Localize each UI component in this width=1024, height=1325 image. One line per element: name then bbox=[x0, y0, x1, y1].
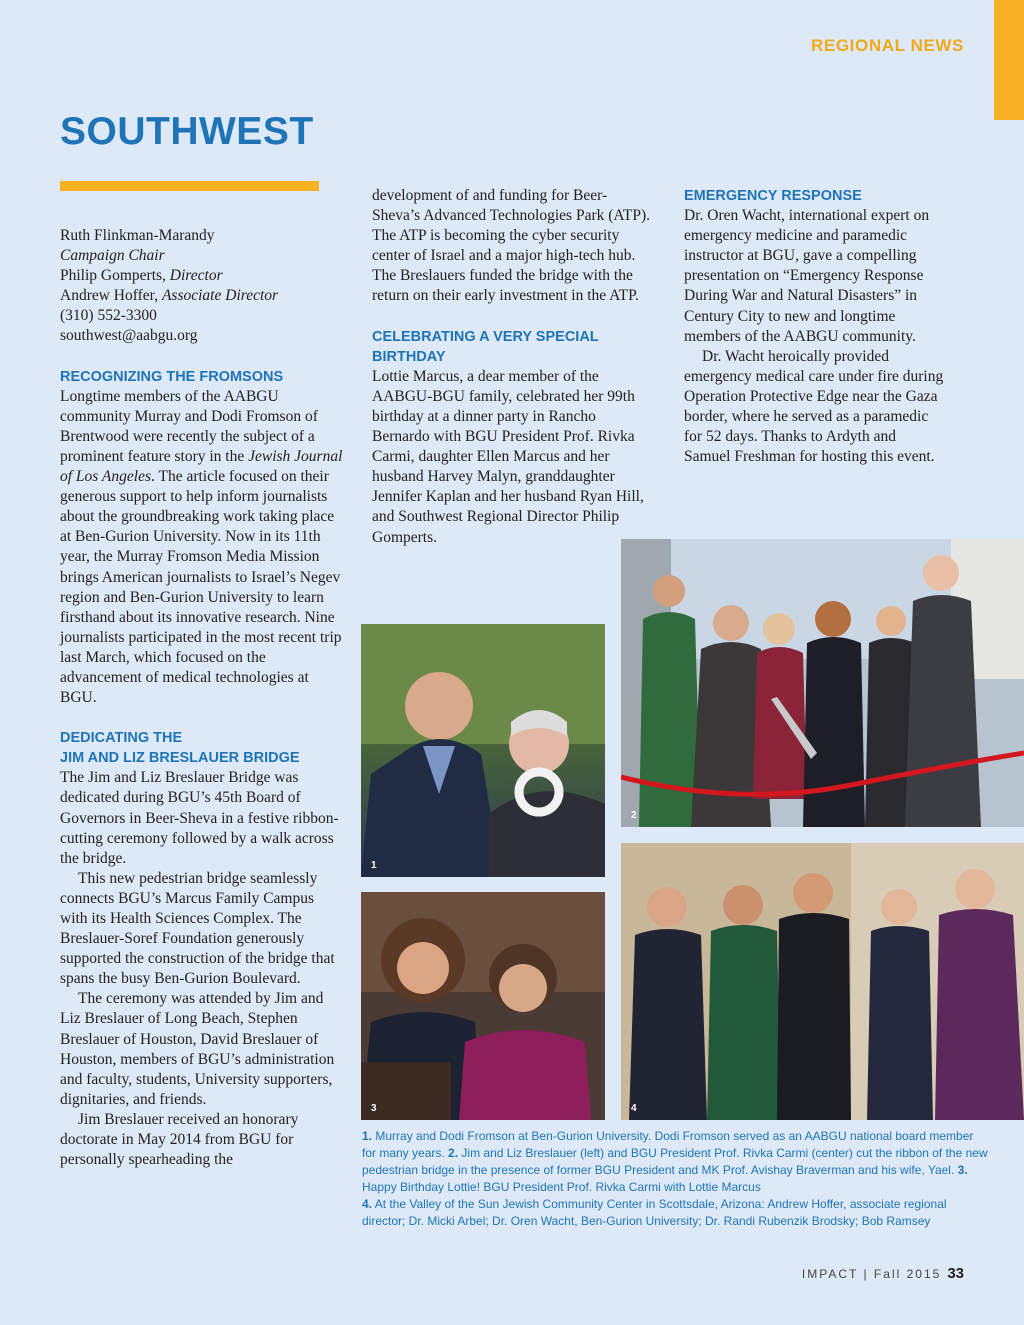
emergency-paragraph: Dr. Wacht heroically provided emergency medical care under fire during Operation Protective Edge near the Gaza border, where he served as a paramedic for 52 days. Thanks to Ardyth and Samuel Freshman for hosting this event. bbox=[684, 347, 944, 466]
contact-phone: (310) 552-3300 bbox=[60, 307, 157, 325]
column-3 bbox=[684, 186, 946, 467]
publication-name: IMPACT | Fall 2015 bbox=[801, 1267, 942, 1281]
photo-number: 2 bbox=[631, 810, 637, 821]
page-title: SOUTHWEST bbox=[60, 110, 314, 153]
caption: Happy Birthday Lottie! BGU President Prof. Rivka Carmi with Lottie Marcus bbox=[362, 1180, 761, 1194]
emergency-paragraph: Dr. Oren Wacht, international expert on emergency medicine and paramedic instructor at BGU, gave a compelling presentation on “Emergency Response During War and Natural Disasters” in Century City to new and longtime members of the AABGU community. bbox=[684, 207, 930, 345]
photo-scottsdale-art bbox=[621, 843, 1024, 1120]
caption-number: 2. bbox=[448, 1146, 459, 1160]
photo-captions bbox=[362, 1128, 988, 1230]
bridge-paragraph: This new pedestrian bridge seamlessly connects BGU’s Marcus Family Campus with its Health Sciences Complex. The Breslauer-Soref Foundation generously supported the construction of the bridge that spans the busy Ben-Gurion Boulevard. bbox=[60, 869, 335, 988]
column-1 bbox=[60, 226, 345, 1170]
contact-role: Campaign Chair bbox=[60, 247, 165, 265]
contact-name: Ruth Flinkman-Marandy bbox=[60, 227, 215, 244]
photo-number: 3 bbox=[371, 1103, 377, 1114]
page-footer bbox=[802, 1265, 964, 1282]
bridge-heading-line2: JIM AND LIZ BRESLAUER BRIDGE bbox=[60, 750, 300, 767]
photo-number: 4 bbox=[631, 1103, 637, 1114]
photo-birthday bbox=[361, 892, 605, 1120]
caption-number: 4. bbox=[362, 1197, 373, 1211]
section-label: REGIONAL NEWS bbox=[811, 36, 964, 55]
photo-fromsons-art bbox=[361, 624, 605, 877]
caption: At the Valley of the Sun Jewish Community Center in Scottsdale, Arizona: Andrew Hoffer, associate regional director; Dr. Micki Arbel; Dr. Oren Wacht, Ben-Gurion University; Dr. Randi Rubenzik Brodsky; Bob Ramsey bbox=[362, 1197, 947, 1228]
contact-block bbox=[60, 226, 345, 347]
column-2 bbox=[372, 186, 654, 548]
photo-ribbon-cutting-art bbox=[621, 539, 1024, 827]
emergency-heading: EMERGENCY RESPONSE bbox=[684, 188, 862, 204]
birthday-heading-line2: BIRTHDAY bbox=[372, 348, 446, 365]
contact-role: Associate Director bbox=[161, 287, 279, 305]
bridge-paragraph: Jim Breslauer received an honorary doctorate in May 2014 from BGU for personally spearheading the bbox=[60, 1110, 299, 1169]
caption: Murray and Dodi Fromson at Ben-Gurion University. Dodi Fromson served as an AABGU national board member for many years. bbox=[362, 1129, 974, 1160]
photo-number: 1 bbox=[371, 860, 377, 871]
bridge-paragraph-continued: development of and funding for Beer-Sheva’s Advanced Technologies Park (ATP). The ATP is becoming the cyber security center of Israel and a major high-tech hub. The Breslauers funded the bridge with the return on their early investment in the ATP. bbox=[372, 187, 651, 305]
photo-birthday-art bbox=[361, 892, 605, 1120]
contact-name: Andrew Hoffer, bbox=[60, 287, 159, 305]
contact-role: Director bbox=[169, 267, 223, 285]
caption: Jim and Liz Breslauer (left) and BGU President Prof. Rivka Carmi (center) cut the ribbon of the new pedestrian bridge in the presence of former BGU President and MK Prof. Avishay Braverman and his wife, Yael. bbox=[362, 1146, 988, 1177]
journal-title: Jewish Journal of Los Angeles bbox=[60, 447, 343, 486]
title-rule bbox=[60, 181, 319, 191]
photo-ribbon-cutting bbox=[621, 539, 1024, 827]
caption-number: 3. bbox=[957, 1163, 968, 1177]
fromsons-body: Longtime members of the AABGU community Murray and Dodi Fromson of Brentwood were recently the subject of a prominent feature story in the Jewish Journal of Los Angeles. The article focused on their generous support to help inform journalists about the groundbreaking work taking place at Ben-Gurion University. Now in its 11th year, the Murray Fromson Media Mission brings American journalists to Israel’s Negev region and Ben-Gurion University to learn firsthand about its innovative research. Nine journalists participated in the most recent trip last March, which focused on the advancement of medical technologies at BGU. bbox=[60, 387, 343, 707]
contact-name: Philip Gomperts, bbox=[60, 267, 166, 285]
page-number: 33 bbox=[947, 1265, 964, 1282]
birthday-heading-line1: CELEBRATING A VERY SPECIAL bbox=[372, 328, 599, 345]
photo-scottsdale bbox=[621, 843, 1024, 1120]
bridge-paragraph: The Jim and Liz Breslauer Bridge was dedicated during BGU’s 45th Board of Governors in Beer-Sheva in a festive ribbon-cutting ceremony followed by a walk across the bridge. bbox=[60, 769, 339, 867]
section-tab bbox=[994, 0, 1024, 120]
photo-fromsons bbox=[361, 624, 605, 877]
caption-number: 1. bbox=[362, 1129, 373, 1143]
bridge-paragraph: The ceremony was attended by Jim and Liz Breslauer of Long Beach, Stephen Breslauer of Houston, David Breslauer of Houston, members of BGU’s administration and faculty, students, University supporters, dignitaries, and friends. bbox=[60, 990, 335, 1108]
contact-email[interactable]: southwest@aabgu.org bbox=[60, 327, 198, 345]
bridge-heading-line1: DEDICATING THE bbox=[60, 730, 183, 747]
fromsons-heading: RECOGNIZING THE FROMSONS bbox=[60, 368, 284, 385]
birthday-body: Lottie Marcus, a dear member of the AABGU-BGU family, celebrated her 99th birthday at a dinner party in Rancho Bernardo with BGU President Prof. Rivka Carmi, daughter Ellen Marcus and her husband Harvey Malyn, granddaughter Jennifer Kaplan and her husband Ryan Hill, and Southwest Regional Director Philip Gomperts. bbox=[372, 367, 644, 546]
